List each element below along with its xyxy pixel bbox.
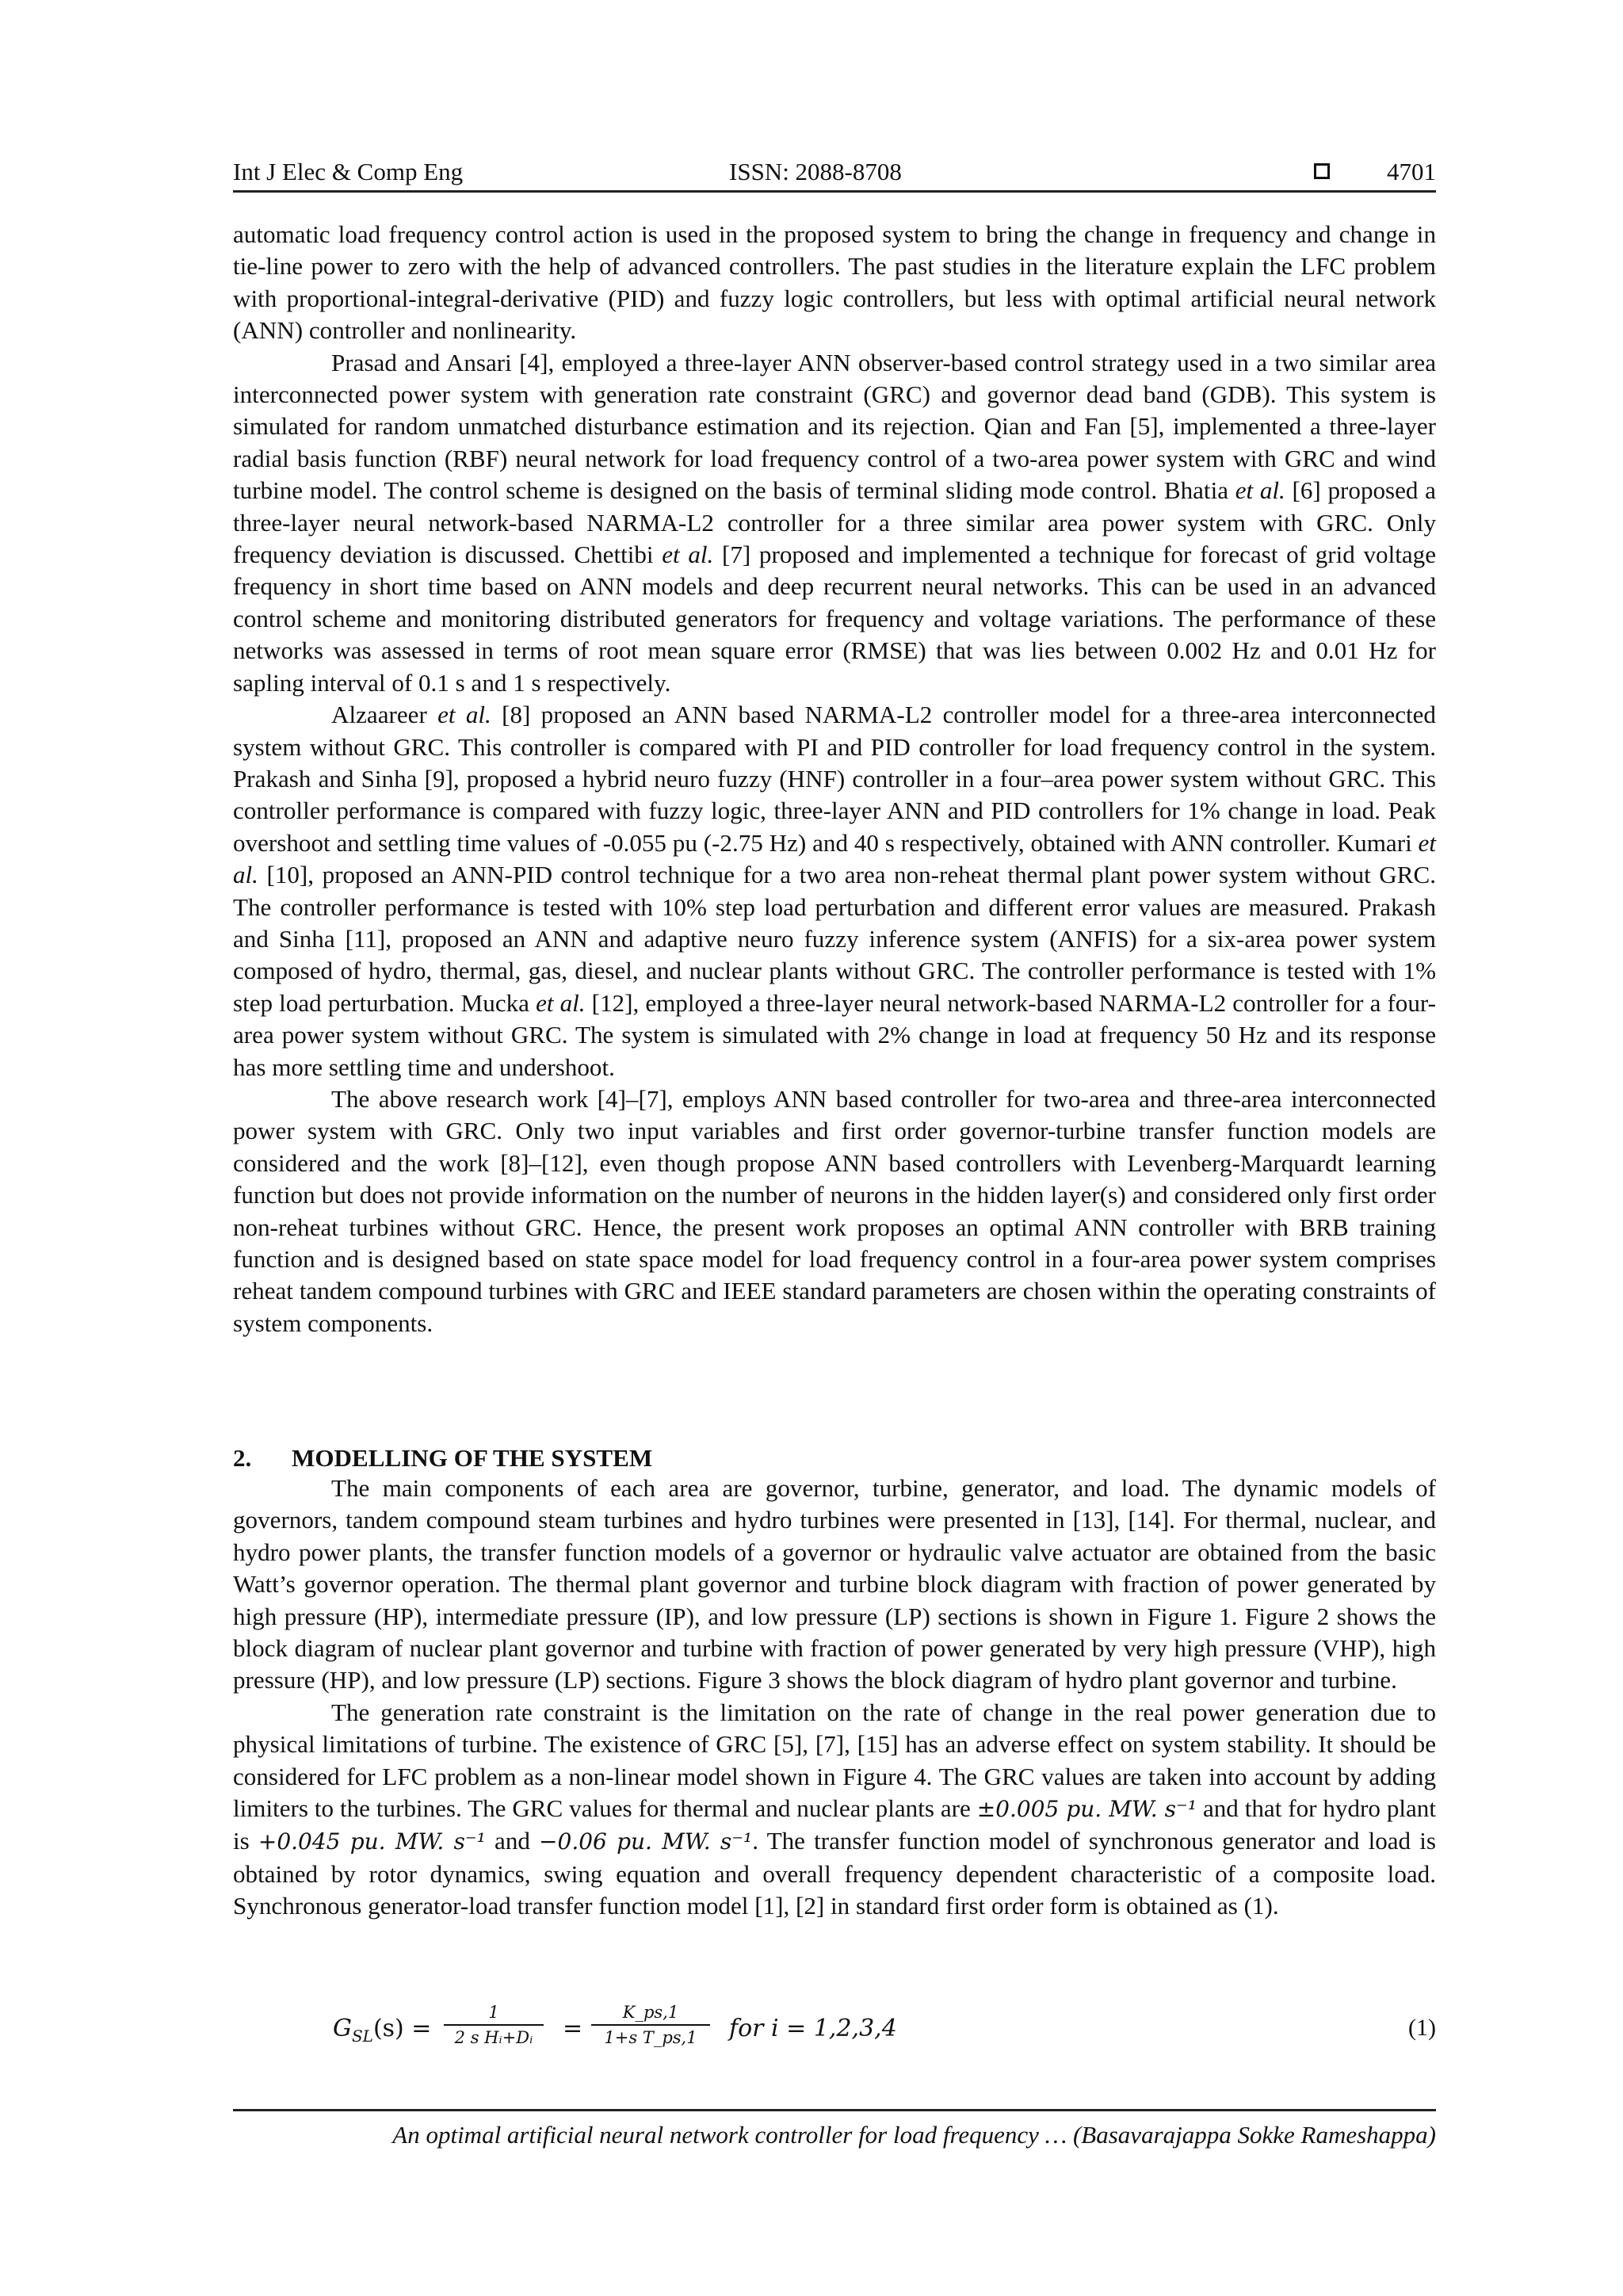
issn: ISSN: 2088-8708	[729, 158, 902, 185]
fraction-1: 1 2 s Hᵢ+Dᵢ	[444, 2002, 544, 2048]
equation-1	[333, 1997, 1436, 2069]
square-box-icon	[1314, 163, 1330, 179]
intro-text	[233, 219, 1436, 1339]
paragraph: The main components of each area are governor, turbine, generator, and load. The dynamic models of governors, tandem compound steam turbines and hydro turbines were presented in [13], [14]. For thermal, nuclear, and hydro power plants, the transfer function models of a governor or hydraulic valve actuator are obtained from the basic Watt’s governor operation. The thermal plant governor and turbine block diagram with fraction of power generated by high pressure (HP), intermediate pressure (IP), and low pressure (LP) sections is shown in Figure 1. Figure 2 shows the block diagram of nuclear plant governor and turbine with fraction of power generated by very high pressure (VHP), high pressure (HP), and low pressure (LP) sections. Figure 3 shows the block diagram of hydro plant governor and turbine.	[233, 1474, 1436, 1694]
footer-rule	[233, 2109, 1436, 2111]
equation-lhs: $G_{SL}(s)$ =	[333, 2015, 432, 2046]
section-text	[233, 1473, 1436, 1923]
paragraph: The generation rate constraint is the limitation on the rate of change in the real power generation due to physical limitations of turbine. The existence of GRC [5], [7], [15] has an adverse effect on system stability. It should be considered for LFC problem as a non-linear model shown in Figure 4. The GRC values are taken into account by adding limiters to the turbines. The GRC values for thermal and nuclear plants are ±0.005 pu. MW. s⁻¹ and that for hydro plant is +0.045 pu. MW. s⁻¹ and −0.06 pu. MW. s⁻¹. The transfer function model of synchronous generator and load is obtained by rotor dynamics, swing equation and overall frequency dependent characteristic of a composite load. Synchronous generator-load transfer function model [1], [2] in standard first order form is obtained as (1).	[233, 1698, 1436, 1920]
running-header	[233, 154, 1436, 190]
page-number: 4701	[1387, 158, 1436, 185]
section-heading	[233, 1442, 1436, 1474]
fraction-2: K_ps,1 1+s T_ps,1	[591, 2002, 710, 2048]
section-title: MODELLING OF THE SYSTEM	[292, 1444, 653, 1472]
equation-number: (1)	[1408, 2015, 1436, 2041]
equals-sign: =	[563, 2015, 583, 2042]
paragraph: automatic load frequency control action is used in the proposed system to bring the change in frequency and change in tie-line power to zero with the help of advanced controllers. The past studies in the literature explain the LFC problem with proportional-integral-derivative (PID) and fuzzy logic controllers, but less with optimal artificial neural network (ANN) controller and nonlinearity.	[233, 220, 1436, 345]
section-number: 2.	[233, 1444, 252, 1472]
running-footer: An optimal artificial neural network controller for load frequency … (Basavarajappa Sokke Rameshappa)	[392, 2121, 1436, 2149]
paragraph: The above research work [4]–[7], employs ANN based controller for two-area and three-area interconnected power system with GRC. Only two input variables and first order governor-turbine transfer function models are considered and the work [8]–[12], even though propose ANN based controllers with Levenberg-Marquardt learning function but does not provide information on the number of neurons in the hidden layer(s) and considered only first order non-reheat turbines without GRC. Hence, the present work proposes an optimal ANN controller with BRB training function and is designed based on state space model for load frequency control in a four-area power system comprises reheat tandem compound turbines with GRC and IEEE standard parameters are chosen within the operating constraints of system components.	[233, 1084, 1436, 1337]
paragraph: Prasad and Ansari [4], employed a three-layer ANN observer-based control strategy used in a two similar area interconnected power system with generation rate constraint (GRC) and governor dead band (GDB). This system is simulated for random unmatched disturbance estimation and its rejection. Qian and Fan [5], implemented a three-layer radial basis function (RBF) neural network for load frequency control of a two-area power system with GRC and wind turbine model. The control scheme is designed on the basis of terminal sliding mode control. Bhatia et al. [6] proposed a three-layer neural network-based NARMA-L2 controller for a three similar area power system with GRC. Only frequency deviation is discussed. Chettibi et al. [7] proposed and implemented a technique for forecast of grid voltage frequency in short time based on ANN models and deep recurrent neural networks. This can be used in an advanced control scheme and monitoring distributed generators for frequency and voltage variations. The performance of these networks was assessed in terms of root mean square error (RMSE) that was lies between 0.002 Hz and 0.01 Hz for sapling interval of 0.1 s and 1 s respectively.	[233, 348, 1436, 697]
header-rule	[233, 190, 1436, 193]
paragraph: Alzaareer et al. [8] proposed an ANN based NARMA-L2 controller model for a three-area interconnected system without GRC. This controller is compared with PI and PID controller for load frequency control in the system. Prakash and Sinha [9], proposed a hybrid neuro fuzzy (HNF) controller in a four–area power system without GRC. This controller performance is compared with fuzzy logic, three-layer ANN and PID controllers for 1% change in load. Peak overshoot and settling time values of -0.055 pu (-2.75 Hz) and 40 s respectively, obtained with ANN controller. Kumari et al. [10], proposed an ANN-PID control technique for a two area non-reheat thermal plant power system without GRC. The controller performance is tested with 10% step load perturbation and different error values are measured. Prakash and Sinha [11], proposed an ANN and adaptive neuro fuzzy inference system (ANFIS) for a six-area power system composed of hydro, thermal, gas, diesel, and nuclear plants without GRC. The controller performance is tested with 1% step load perturbation. Mucka et al. [12], employed a three-layer neural network-based NARMA-L2 controller for a four-area power system without GRC. The system is simulated with 2% change in load at frequency 50 Hz and its response has more settling time and undershoot.	[233, 701, 1436, 1081]
equation-condition: for i = 1,2,3,4	[729, 2015, 897, 2042]
journal-name: Int J Elec & Comp Eng	[233, 158, 464, 185]
